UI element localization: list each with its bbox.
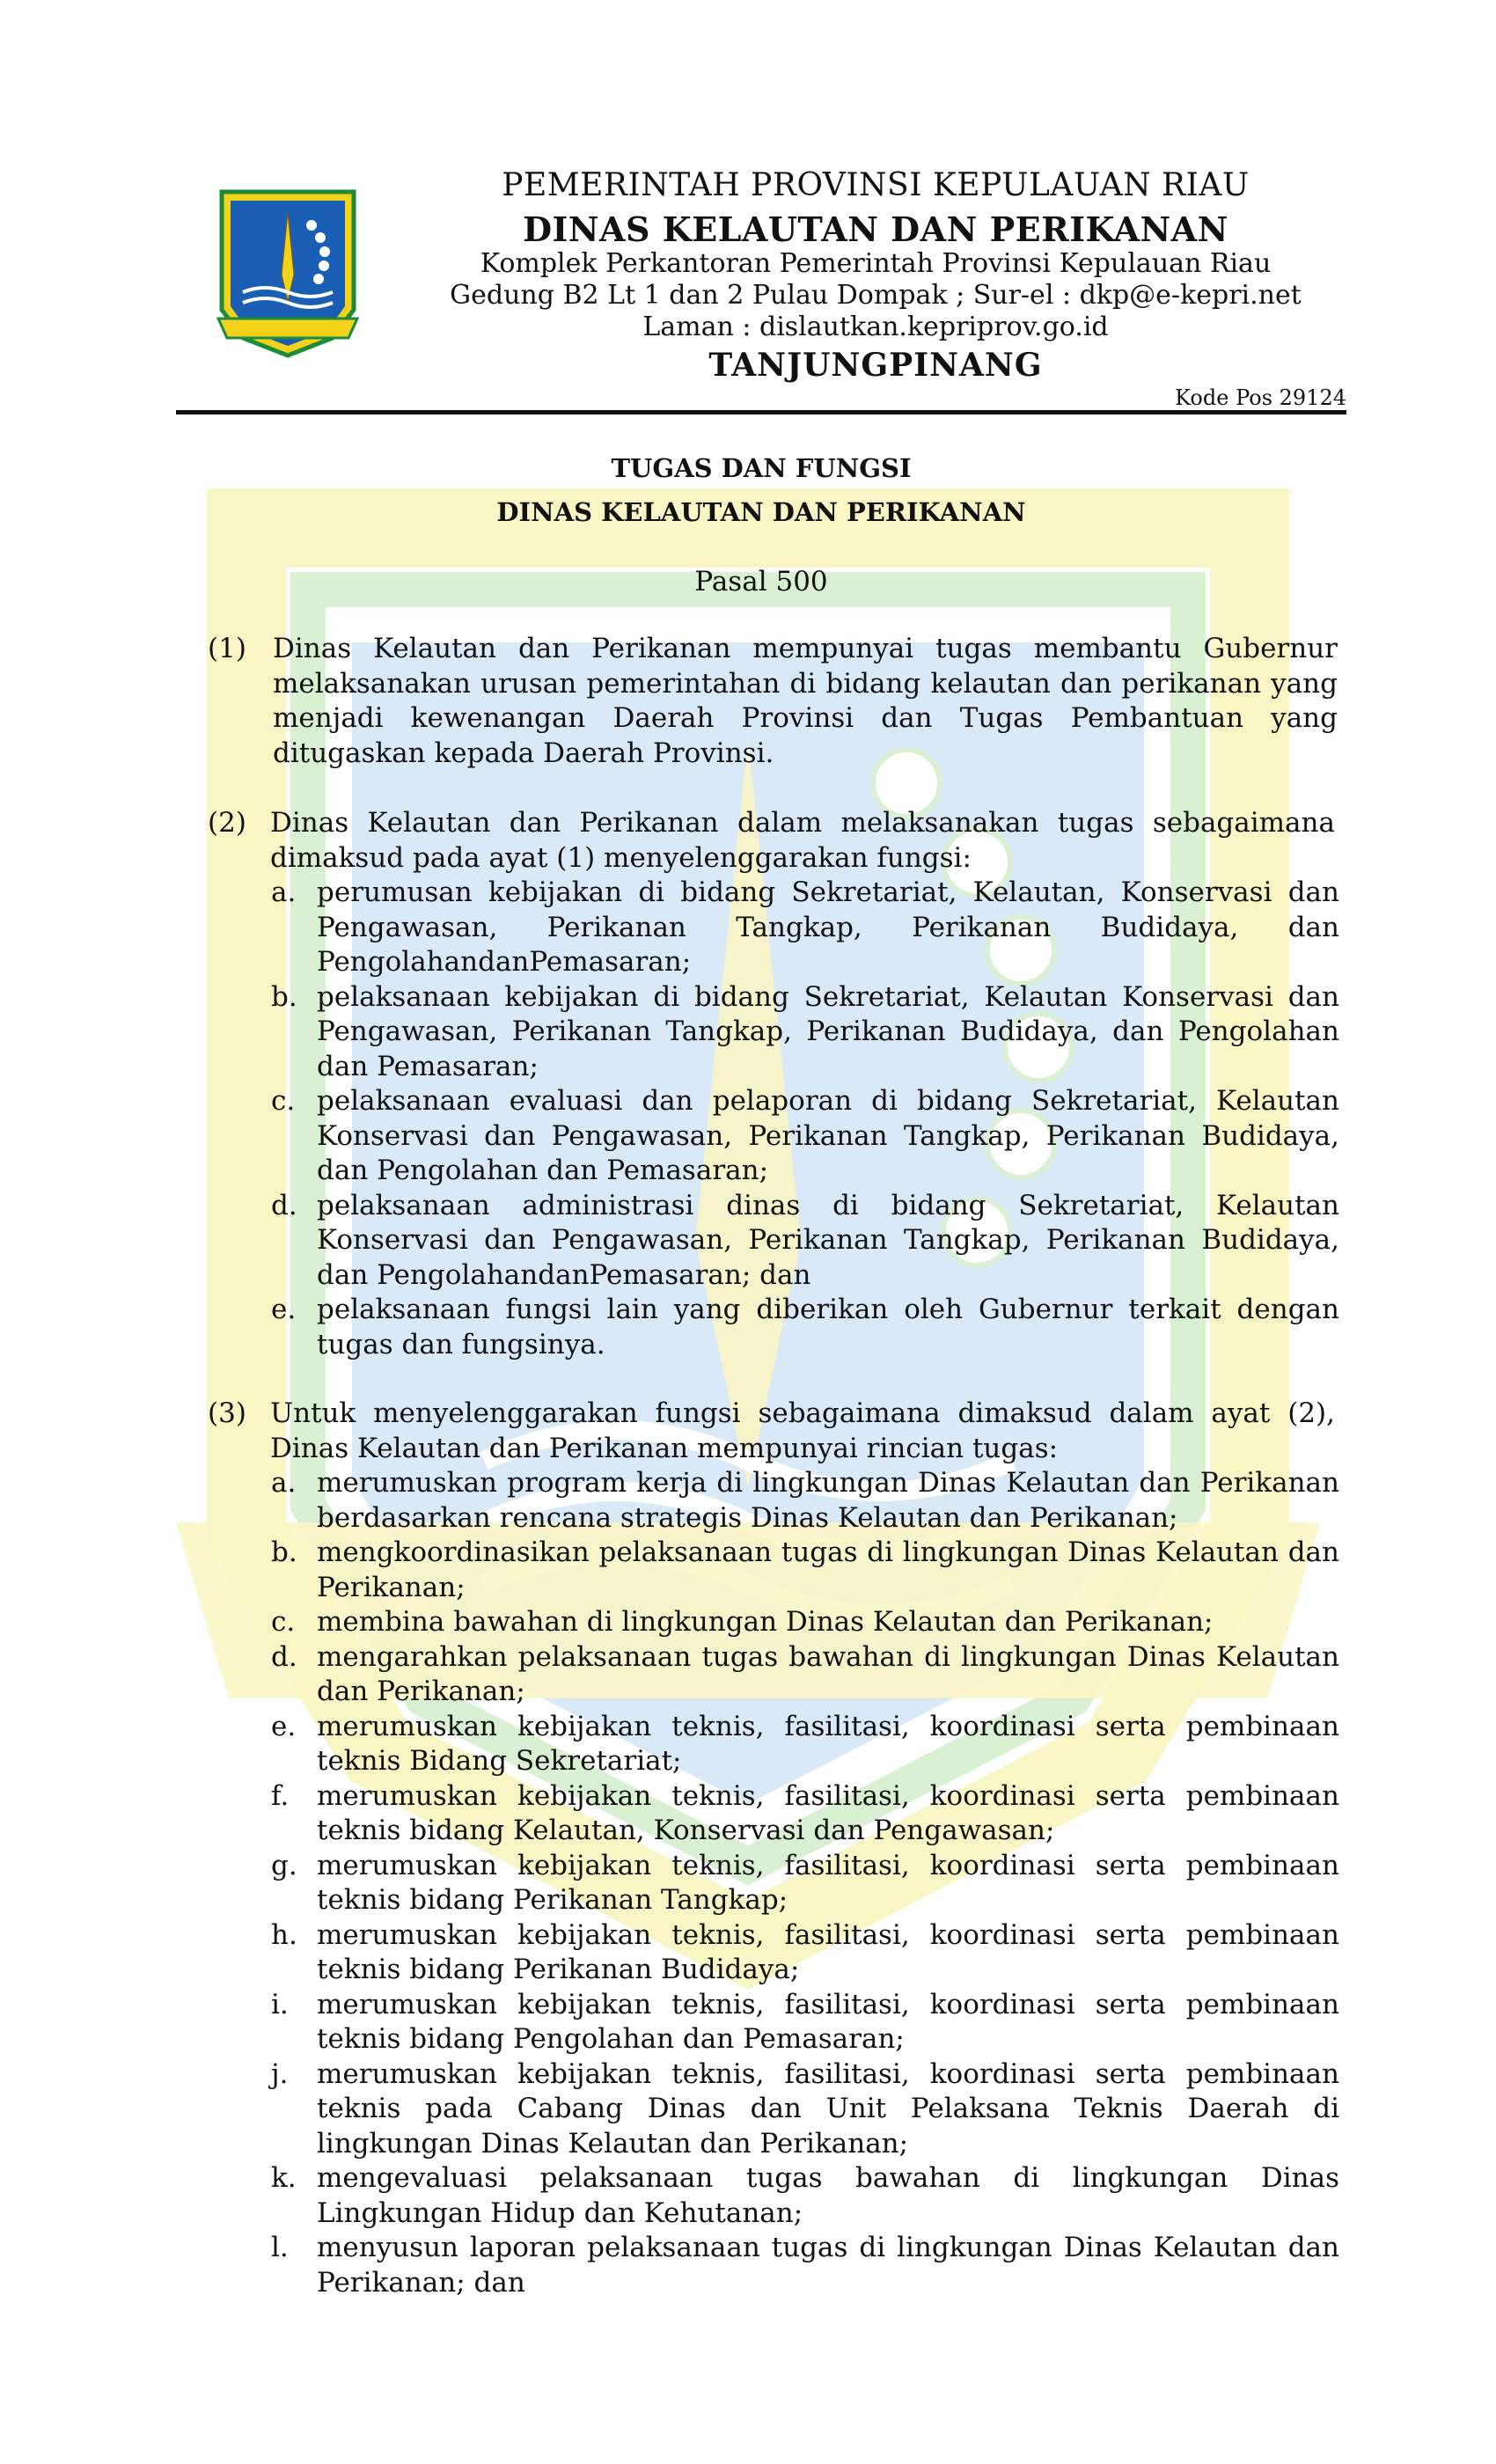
list-item-text: merumuskan kebijakan teknis, fasilitasi, koordinasi serta pembinaan teknis Bidang Sekretariat; bbox=[317, 1710, 1339, 1777]
list-item-letter: e. bbox=[271, 1294, 297, 1325]
letterhead-address-2: Gedung B2 Lt 1 dan 2 Pulau Dompak ; Sur-el : dkp@e-kepri.net bbox=[450, 280, 1302, 311]
list-item-text: mengkoordinasikan pelaksanaan tugas di lingkungan Dinas Kelautan dan Perikanan; bbox=[317, 1536, 1339, 1603]
list-item-text: membina bawahan di lingkungan Dinas Kelautan dan Perikanan; bbox=[317, 1606, 1214, 1638]
list-item bbox=[271, 1779, 1339, 1849]
list-item-letter: j. bbox=[271, 2057, 289, 2090]
paragraph-text: Dinas Kelautan dan Perikanan mempunyai tugas membantu Gubernur melaksanakan urusan pemerintahan di bidang kelautan dan perikanan yang menjadi kewenangan Daerah Provinsi dan Tugas Pembantuan yang ditugaskan kepada Daerah Provinsi. bbox=[273, 633, 1338, 769]
list-item bbox=[271, 1189, 1339, 1294]
list-item bbox=[271, 1293, 1339, 1362]
list-item bbox=[271, 1466, 1339, 1536]
list-item-letter: d. bbox=[271, 1189, 297, 1221]
list-item-letter: c. bbox=[271, 1085, 296, 1117]
letterhead-divider bbox=[176, 410, 1346, 414]
article-heading: Pasal 500 bbox=[694, 566, 828, 598]
list-item bbox=[271, 2231, 1339, 2300]
paragraph-text: Dinas Kelautan dan Perikanan dalam melaksanakan tugas sebagaimana dimaksud pada ayat (1) menyelenggarakan fungsi: bbox=[270, 807, 1335, 874]
list-item bbox=[271, 1640, 1339, 1710]
letterhead-agency: DINAS KELAUTAN DAN PERIKANAN bbox=[523, 209, 1228, 249]
list-item-text: pelaksanaan evaluasi dan pelaporan di bidang Sekretariat, Kelautan Konservasi dan Pengawasan, Perikanan Tangkap, Perikanan Budidaya, dan Pengolahan dan Pemasaran; bbox=[317, 1085, 1339, 1186]
paragraph-number: (1) bbox=[208, 633, 246, 664]
list-item-letter: i. bbox=[271, 1988, 289, 2020]
list-item-letter: b. bbox=[271, 980, 297, 1013]
list-item-text: pelaksanaan administrasi dinas di bidang Sekretariat, Kelautan Konservasi dan Pengawasan, Perikanan Tangkap, Perikanan Budidaya, dan PengolahandanPemasaran; dan bbox=[317, 1189, 1339, 1291]
list-item-text: merumuskan kebijakan teknis, fasilitasi, koordinasi serta pembinaan teknis pada Cabang Dinas dan Unit Pelaksana Teknis Daerah di lingkungan Dinas Kelautan dan Perikanan; bbox=[317, 2057, 1339, 2160]
province-logo bbox=[216, 187, 359, 359]
list-item-letter: b. bbox=[271, 1536, 297, 1568]
list-item bbox=[271, 1536, 1339, 1605]
list-item-letter: a. bbox=[271, 1467, 297, 1499]
list-item bbox=[271, 1605, 1339, 1640]
postal-code: Kode Pos 29124 bbox=[1175, 385, 1346, 410]
list-item-text: merumuskan program kerja di lingkungan Dinas Kelautan dan Perikanan berdasarkan rencana strategis Dinas Kelautan dan Perikanan; bbox=[317, 1467, 1339, 1534]
letterhead-city: TANJUNGPINANG bbox=[708, 347, 1043, 384]
letterhead-website: Laman : dislautkan.kepriprov.go.id bbox=[642, 312, 1109, 342]
paragraph-number: (3) bbox=[208, 1397, 246, 1429]
list-item bbox=[271, 1084, 1339, 1189]
list-item-text: pelaksanaan fungsi lain yang diberikan oleh Gubernur terkait dengan tugas dan fungsinya. bbox=[317, 1294, 1339, 1360]
list-item-letter: l. bbox=[271, 2232, 289, 2263]
list-item-text: merumuskan kebijakan teknis, fasilitasi, koordinasi serta pembinaan teknis bidang Pengolahan dan Pemasaran; bbox=[317, 1988, 1339, 2055]
letterhead-address-1: Komplek Perkantoran Pemerintah Provinsi Kepulauan Riau bbox=[480, 248, 1272, 279]
list-item-letter: d. bbox=[271, 1640, 297, 1673]
list-item-text: menyusun laporan pelaksanaan tugas di lingkungan Dinas Kelautan dan Perikanan; dan bbox=[317, 2232, 1339, 2299]
list-item bbox=[271, 2161, 1339, 2231]
list-item-text: merumuskan kebijakan teknis, fasilitasi, koordinasi serta pembinaan teknis bidang Kelautan, Konservasi dan Pengawasan; bbox=[317, 1779, 1339, 1846]
task-list bbox=[271, 1466, 1339, 2300]
list-item-text: perumusan kebijakan di bidang Sekretariat, Kelautan, Konservasi dan Pengawasan, Perikanan Tangkap, Perikanan Budidaya, dan PengolahandanPemasaran; bbox=[317, 876, 1339, 978]
list-item-letter: k. bbox=[271, 2162, 297, 2194]
function-list bbox=[271, 876, 1339, 1362]
document-title: TUGAS DAN FUNGSI bbox=[611, 453, 912, 483]
list-item-letter: e. bbox=[271, 1710, 297, 1742]
list-item bbox=[271, 876, 1339, 980]
paragraph-number: (2) bbox=[208, 807, 246, 839]
list-item-text: merumuskan kebijakan teknis, fasilitasi, koordinasi serta pembinaan teknis bidang Perikanan Tangkap; bbox=[317, 1849, 1339, 1916]
document-subtitle: DINAS KELAUTAN DAN PERIKANAN bbox=[496, 497, 1026, 527]
list-item bbox=[271, 2057, 1339, 2162]
list-item-text: mengarahkan pelaksanaan tugas bawahan di lingkungan Dinas Kelautan dan Perikanan; bbox=[317, 1640, 1339, 1707]
list-item-text: merumuskan kebijakan teknis, fasilitasi, koordinasi serta pembinaan teknis bidang Perikanan Budidaya; bbox=[317, 1918, 1339, 1985]
list-item bbox=[271, 1710, 1339, 1779]
list-item bbox=[271, 1988, 1339, 2057]
letterhead-government: PEMERINTAH PROVINSI KEPULAUAN RIAU bbox=[502, 167, 1250, 203]
paragraph-text: Untuk menyelenggarakan fungsi sebagaimana dimaksud dalam ayat (2), Dinas Kelautan dan Perikanan mempunyai rincian tugas: bbox=[270, 1397, 1335, 1464]
list-item-text: pelaksanaan kebijakan di bidang Sekretariat, Kelautan Konservasi dan Pengawasan, Perikanan Tangkap, Perikanan Budidaya, dan Pengolahan dan Pemasaran; bbox=[317, 980, 1339, 1082]
list-item bbox=[271, 980, 1339, 1085]
list-item-text: mengevaluasi pelaksanaan tugas bawahan di lingkungan Dinas Lingkungan Hidup dan Kehutanan; bbox=[317, 2162, 1339, 2229]
list-item-letter: c. bbox=[271, 1606, 296, 1638]
list-item-letter: g. bbox=[271, 1849, 297, 1881]
list-item-letter: f. bbox=[271, 1779, 290, 1812]
list-item bbox=[271, 1849, 1339, 1918]
list-item-letter: a. bbox=[271, 876, 297, 908]
list-item-letter: h. bbox=[271, 1918, 297, 1951]
list-item bbox=[271, 1918, 1339, 1988]
